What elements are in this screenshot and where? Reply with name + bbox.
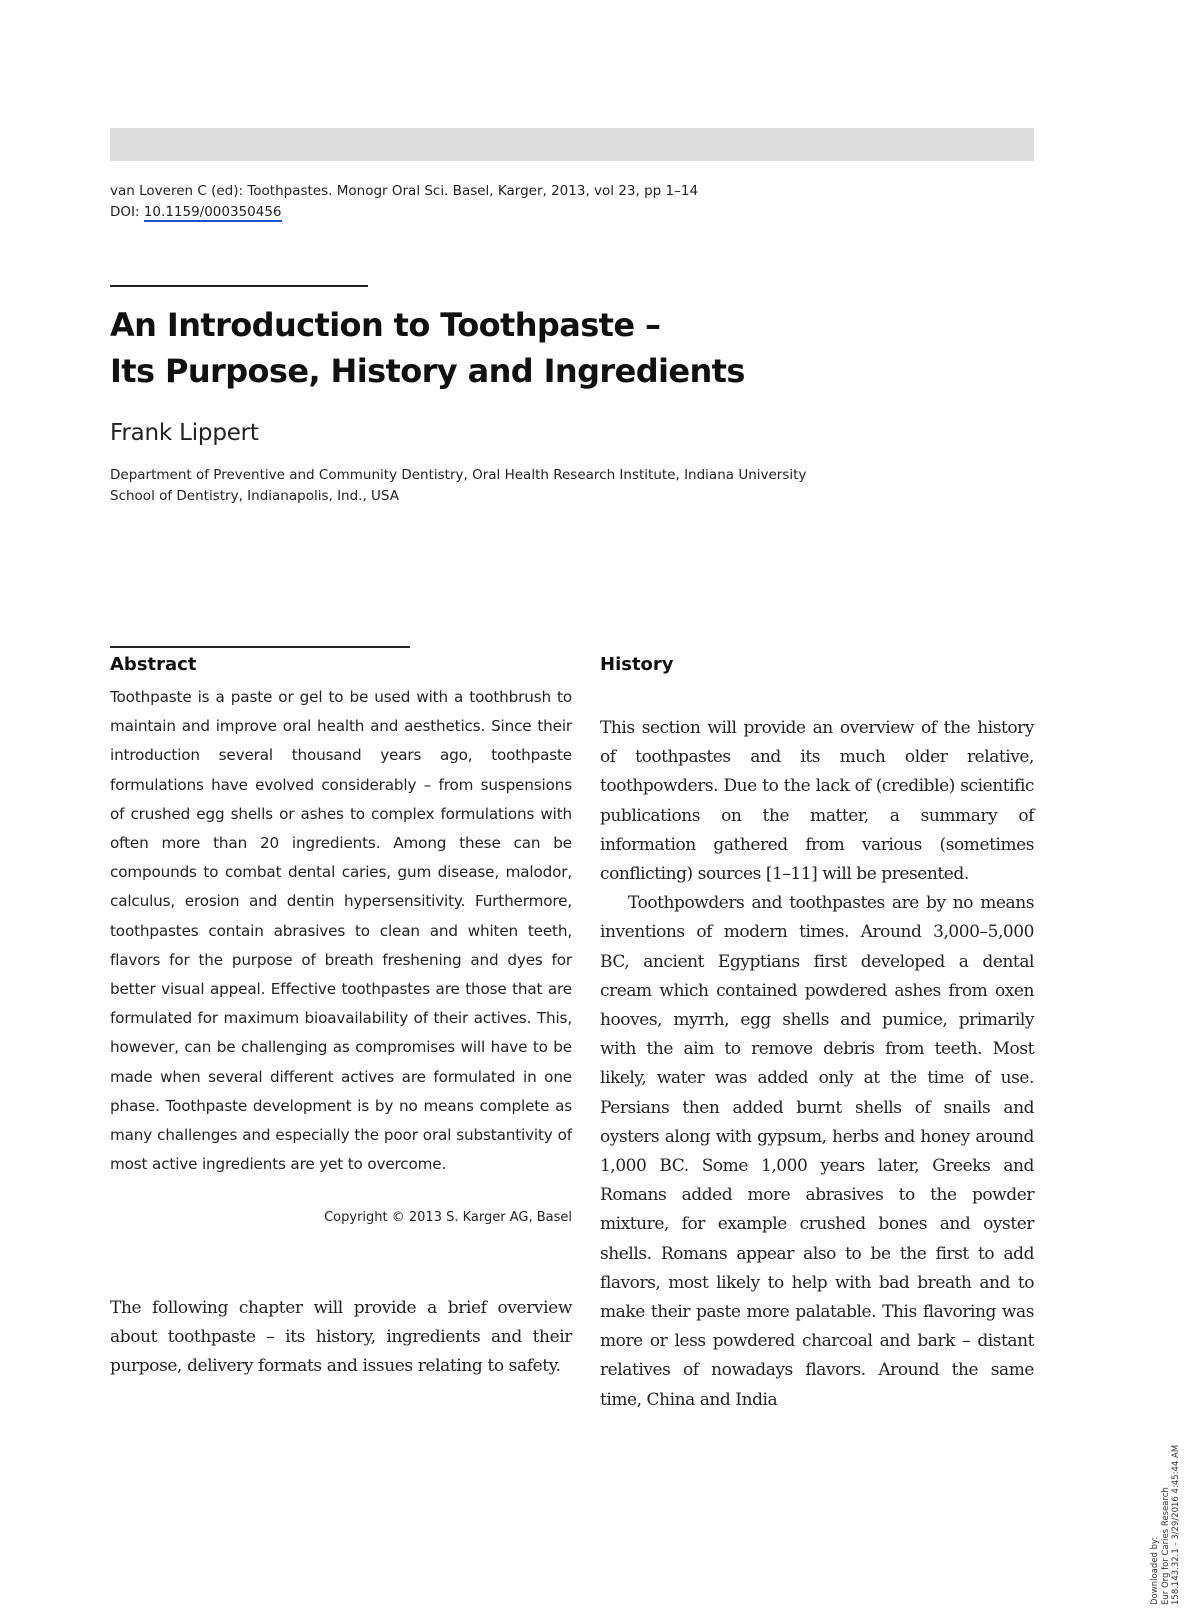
title-line-2: Its Purpose, History and Ingredients (110, 352, 745, 390)
history-section (600, 714, 1034, 1415)
download-note (1150, 1444, 1181, 1615)
title-divider (110, 285, 368, 287)
citation-line: van Loveren C (ed): Toothpastes. Monogr Oral Sci. Basel, Karger, 2013, vol 23, pp 1–14 (110, 183, 699, 199)
affiliation-line-1: Department of Preventive and Community Dentistry, Oral Health Research Institute, Indiana University (110, 467, 807, 483)
download-note-line-3: 158.143.32.1 - 3/29/2016 4:45:44 AM (1171, 1444, 1181, 1605)
download-note-line-2: Eur Org for Caries Research (1160, 1487, 1171, 1605)
doi-line (110, 202, 698, 223)
intro-paragraph: The following chapter will provide a brief overview about toothpaste – its history, ingredients and their purpose, delivery formats and issues relating to safety. (110, 1298, 572, 1377)
header-bar (110, 128, 1034, 161)
abstract-heading: Abstract (110, 654, 197, 675)
history-paragraph-1: This section will provide an overview of the history of toothpastes and its much older relative, toothpowders. Due to the lack of (credible) scientific publications on the matter, a summary of information gathered from various (sometimes conflicting) sources [1–11] will be presented. (600, 718, 1034, 885)
affiliation (110, 465, 870, 507)
author-name: Frank Lippert (110, 420, 259, 446)
citation (110, 181, 698, 223)
history-heading: History (600, 654, 674, 675)
history-paragraph-2: Toothpowders and toothpastes are by no means inventions of modern times. Around 3,000–5,000 BC, ancient Egyptians first developed a dental cream which contained powdered ashes from oxen hooves, myrrh, egg shells and pumice, primarily with the aim to remove debris from teeth. Most likely, water was added only at the time of use. Persians then added burnt shells of snails and oysters along with gypsum, herbs and honey around 1,000 BC. Some 1,000 years later, Greeks and Romans added more abrasives to the powder mixture, for example crushed bones and oyster shells. Romans appear also to be the first to add flavors, most likely to help with bad breath and to make their paste more palatable. This flavoring was more or less powdered charcoal and bark – distant relatives of nowadays flavors. Around the same time, China and India (600, 893, 1034, 1410)
abstract-divider (110, 646, 410, 648)
affiliation-line-2: School of Dentistry, Indianapolis, Ind., USA (110, 488, 399, 504)
download-note-line-1: Downloaded by: (1150, 1536, 1160, 1605)
copyright-notice: Copyright © 2013 S. Karger AG, Basel (324, 1210, 572, 1225)
doi-label: DOI: (110, 204, 144, 220)
abstract-text: Toothpaste is a paste or gel to be used with a toothbrush to maintain and improve oral health and aesthetics. Since their introduction several thousand years ago, toothpaste formulations have evolved considerably – from suspensions of crushed egg shells or ashes to complex formulations with often more than 20 ingredients. Among these can be compounds to combat dental caries, gum disease, malodor, calculus, erosion and dentin hypersensitivity. Furthermore, toothpastes contain abrasives to clean and whiten teeth, flavors for the purpose of breath freshening and dyes for better visual appeal. Effective toothpastes are those that are formulated for maximum bioavailability of their actives. This, however, can be challenging as compromises will have to be made when several different actives are formulated in one phase. Toothpaste development is by no means complete as many challenges and especially the poor oral substantivity of most active ingredients are yet to overcome. (110, 688, 572, 1174)
doi-link[interactable]: 10.1159/000350456 (143, 204, 282, 220)
paper-title (110, 302, 1010, 394)
title-line-1: An Introduction to Toothpaste – (110, 306, 661, 344)
